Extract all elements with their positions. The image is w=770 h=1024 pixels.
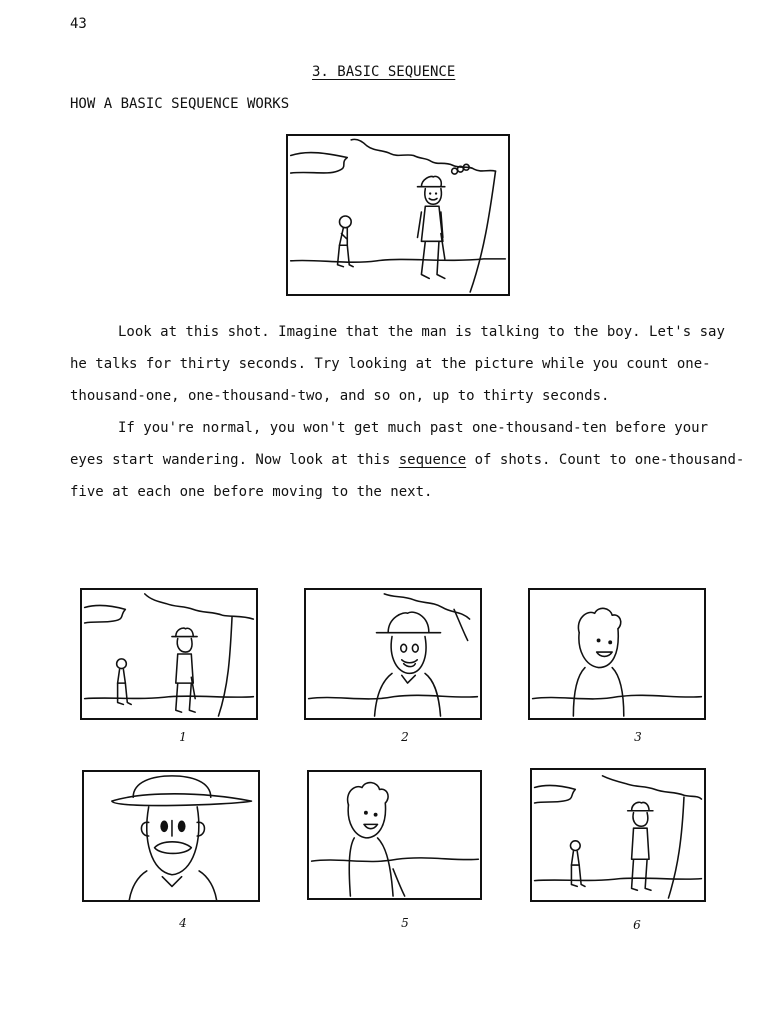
sequence-frame-1 [80,588,258,720]
wide-shot-drawing [82,590,256,718]
section-heading: HOW A BASIC SEQUENCE WORKS [70,96,290,112]
sequence-caption-1: 1 [179,730,187,744]
sequence-frame-3 [528,588,706,720]
sequence-underlined-word: sequence [398,452,467,468]
paragraph-2-end: of shots. Count to one-thousand-five at each one before moving to the next. [70,452,745,500]
paragraph-2-start: If you're normal, you won't get much past one-thousand-ten before your eyes start wandering. Now look at this [70,420,709,468]
wide-shot-drawing [288,136,508,294]
sequence-caption-6: 6 [633,918,641,932]
medium-shot-man-drawing [306,590,480,718]
close-up-man-drawing [84,772,258,900]
sequence-caption-3: 3 [634,730,642,744]
sequence-frame-2 [304,588,482,720]
sequence-caption-4: 4 [179,916,187,930]
wide-shot-drawing [532,770,704,900]
medium-shot-boy-drawing [530,590,704,718]
sequence-caption-2: 2 [401,730,409,744]
sequence-frame-5 [307,770,482,900]
page-number: 43 [70,16,87,32]
body-text [70,316,750,508]
main-shot-illustration [286,134,510,296]
sequence-frame-4 [82,770,260,902]
paragraph-2 [70,412,750,508]
paragraph-1: Look at this shot. Imagine that the man is talking to the boy. Let's say he talks for thirty seconds. Try looking at the picture while you count one-thousand-one, one-thousand-two, and so on, up to thirty seconds. [70,324,725,404]
medium-shot-boy-drawing [309,772,480,898]
sequence-caption-5: 5 [401,916,409,930]
chapter-title: 3. BASIC SEQUENCE [312,64,456,80]
sequence-frame-6 [530,768,706,902]
